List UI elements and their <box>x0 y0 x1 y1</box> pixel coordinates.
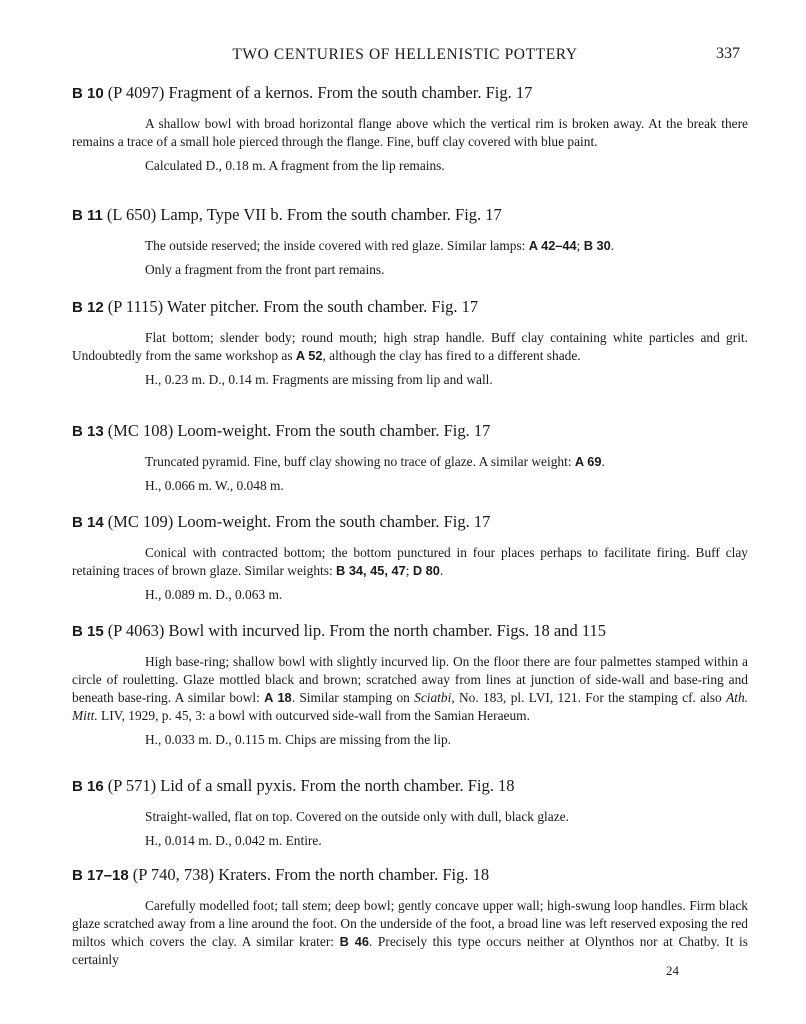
italic-citation: Sciatbi <box>414 690 452 705</box>
catalogue-entry-b15 <box>72 620 748 749</box>
entry-measurements: H., 0.014 m. D., 0.042 m. Entire. <box>145 833 322 848</box>
cross-reference: A 18 <box>264 690 292 705</box>
entry-description: The outside reserved; the inside covered with red glaze. Similar lamps: A 42–44; B 30. <box>145 238 615 253</box>
entry-heading <box>72 204 748 227</box>
catalogue-entry-b12 <box>72 296 748 389</box>
entry-heading <box>72 420 748 443</box>
entry-heading <box>72 620 748 643</box>
entry-heading <box>72 511 748 534</box>
entry-id: B 16 <box>72 778 104 795</box>
entry-description: A shallow bowl with broad horizontal flange above which the vertical rim is broken away. At the break there remains a trace of a small hole pierced through the flange. Fine, buff clay covered with blue paint. <box>72 116 748 149</box>
cross-reference: B 34, 45, 47 <box>336 563 406 578</box>
entry-heading <box>72 296 748 319</box>
entry-description: Carefully modelled foot; tall stem; deep bowl; gently concave upper wall; high-swung loop handles. Firm black glaze scratched away from a line around the foot. On the underside of the foot, a broad line was left reserved exposing the red miltos which covers the clay. A similar krater: B 46. Precisely this type occurs neither at Olynthos nor at Chatby. It is certainly <box>72 898 748 967</box>
entry-id: B 10 <box>72 85 104 102</box>
entry-measurements: Calculated D., 0.18 m. A fragment from the lip remains. <box>145 158 445 173</box>
running-head: TWO CENTURIES OF HELLENISTIC POTTERY <box>232 46 578 63</box>
entry-id: B 14 <box>72 514 104 531</box>
entry-description: High base-ring; shallow bowl with slightly incurved lip. On the floor there are four palmettes stamped within a circle of rouletting. Glaze mottled black and brown; scratched away from lines at junction of side-wall and base-ring and beneath base-ring. A similar bowl: A 18. Similar stamping on Sciatbi, No. 183, pl. LVI, 121. For the stamping cf. also Ath. Mitt. LIV, 1929, p. 45, 3: a bowl with outcurved side-wall from the Samian Heraeum. <box>72 654 749 723</box>
entry-title: (P 4097) Fragment of a kernos. From the south chamber. Fig. 17 <box>107 83 533 102</box>
cross-reference: B 46 <box>339 934 369 949</box>
entry-measurements: H., 0.066 m. W., 0.048 m. <box>145 478 284 493</box>
entry-heading <box>72 864 748 887</box>
cross-reference: A 52 <box>295 348 323 363</box>
entry-title: (L 650) Lamp, Type VII b. From the south chamber. Fig. 17 <box>106 205 502 224</box>
italic-citation: Ath. Mitt. <box>72 690 749 723</box>
entry-description: Truncated pyramid. Fine, buff clay showing no trace of glaze. A similar weight: A 69. <box>145 454 605 469</box>
entry-title: (P 4063) Bowl with incurved lip. From the north chamber. Figs. 18 and 115 <box>107 621 606 640</box>
page-number: 337 <box>716 45 740 62</box>
cross-reference: D 80 <box>412 563 440 578</box>
entry-id: B 15 <box>72 623 104 640</box>
catalogue-entry-b17-18 <box>72 864 748 969</box>
entry-title: (MC 108) Loom-weight. From the south chamber. Fig. 17 <box>107 421 491 440</box>
cross-reference: B 30 <box>583 238 611 253</box>
cross-reference: A 42–44 <box>528 238 577 253</box>
catalogue-entry-b16 <box>72 775 748 850</box>
cross-reference: A 69 <box>574 454 602 469</box>
entry-description: Flat bottom; slender body; round mouth; high strap handle. Buff clay containing white particles and grit. Undoubtedly from the same workshop as A 52, although the clay has fired to a different shade. <box>72 330 748 363</box>
entry-id: B 17–18 <box>72 867 129 884</box>
entry-measurements: H., 0.089 m. D., 0.063 m. <box>145 587 283 602</box>
entry-heading <box>72 775 748 798</box>
entry-heading <box>72 82 748 105</box>
entry-measurements: Only a fragment from the front part remains. <box>145 262 385 277</box>
entry-measurements: H., 0.23 m. D., 0.14 m. Fragments are missing from lip and wall. <box>145 372 493 387</box>
entry-id: B 12 <box>72 299 104 316</box>
signature-mark: 24 <box>666 963 679 978</box>
entry-id: B 13 <box>72 423 104 440</box>
entry-description: Straight-walled, flat on top. Covered on the outside only with dull, black glaze. <box>145 809 569 824</box>
entry-title: (P 740, 738) Kraters. From the north chamber. Fig. 18 <box>132 865 490 884</box>
entry-description: Conical with contracted bottom; the bottom punctured in four places perhaps to facilitate firing. Buff clay retaining traces of brown glaze. Similar weights: B 34, 45, 47; D 80. <box>72 545 748 578</box>
entry-title: (P 571) Lid of a small pyxis. From the north chamber. Fig. 18 <box>107 776 515 795</box>
catalogue-entry-b14 <box>72 511 748 604</box>
catalogue-entry-b13 <box>72 420 748 495</box>
entry-title: (MC 109) Loom-weight. From the south chamber. Fig. 17 <box>107 512 491 531</box>
catalogue-entry-b11 <box>72 204 748 279</box>
entry-measurements: H., 0.033 m. D., 0.115 m. Chips are missing from the lip. <box>145 732 451 747</box>
entry-id: B 11 <box>72 207 103 224</box>
entry-title: (P 1115) Water pitcher. From the south chamber. Fig. 17 <box>107 297 479 316</box>
catalogue-entry-b10 <box>72 82 748 175</box>
